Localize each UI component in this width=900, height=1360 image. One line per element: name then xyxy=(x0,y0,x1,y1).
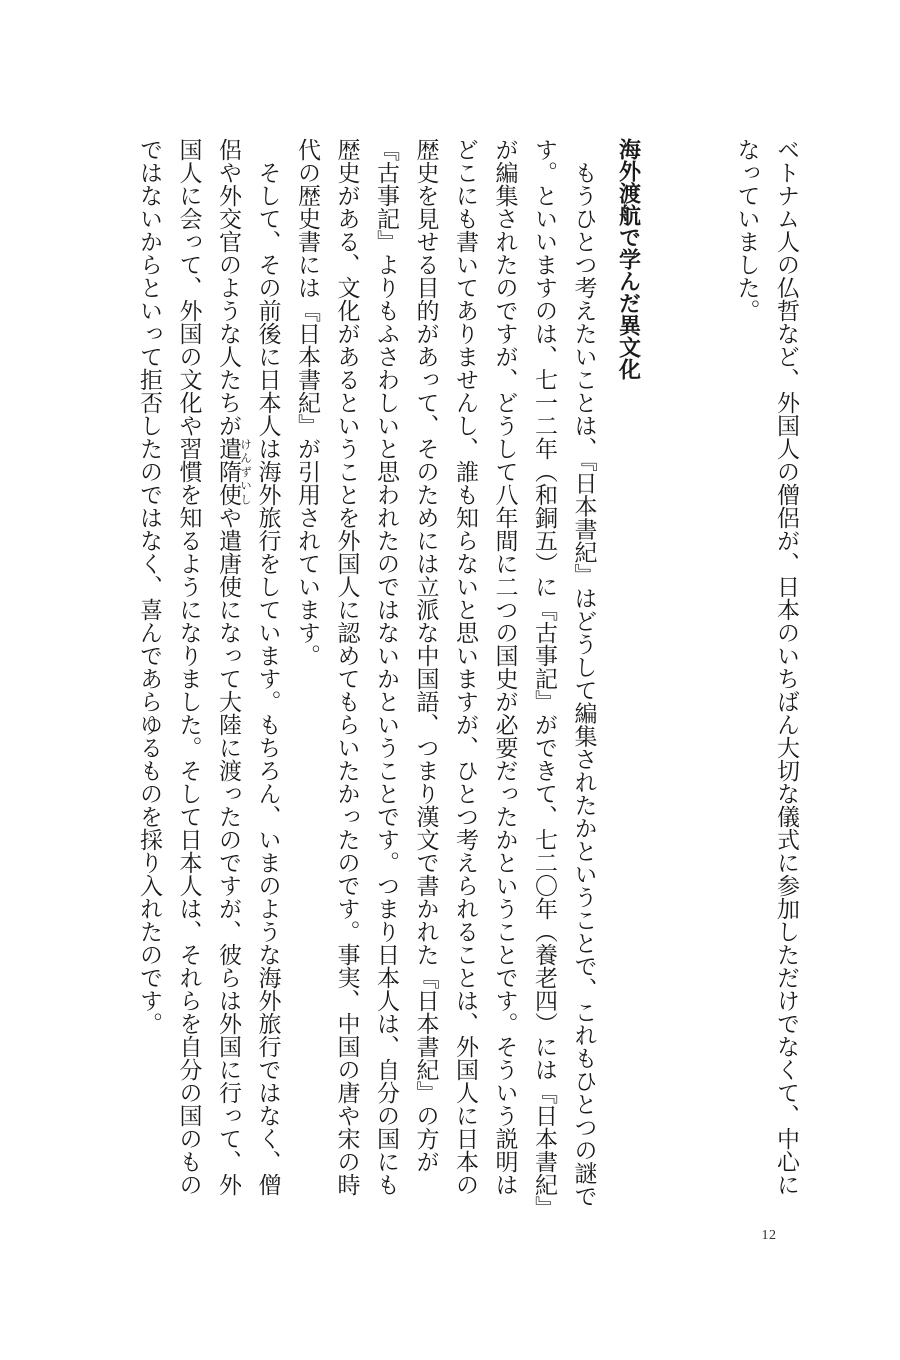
ruby-base: 遣隋使 xyxy=(215,437,241,506)
paragraph-spacer xyxy=(687,138,727,1218)
paragraph-two-part-two: や遣唐使になって大陸に渡ったのですが、彼らは外国に行って、外国人に会って、外国の文化や習慣を知るようになりました。そして日本人は、それらを自分の国のものではないからといって拒否したのではなく、喜んであらゆるものを採り入れたのです。 xyxy=(136,138,241,1196)
ruby-kenzuishi xyxy=(215,437,253,506)
ruby-reading: けんずいし xyxy=(239,437,253,506)
vertical-text-body xyxy=(95,138,805,1218)
continued-paragraph: ベトナム人の仏哲など、外国人の僧侶が、日本のいちばん大切な儀式に参加しただけでなくて、中心になっていました。 xyxy=(733,138,799,1196)
paragraph-one: もうひとつ考えたいことは、『日本書紀』はどうして編集されたかということで、これもひとつの謎です。といいますのは、七一二年（和銅五）に『古事記』ができて、七二〇年（養老四）には『日本書紀』が編集されたのですが、どうして八年間に二つの国史が必要だったかということです。そういう説明はどこにも書いてありませんし、誰も知らないと思いますが、ひとつ考えられることは、外国人に日本の歴史を見せる目的があって、そのためには立派な中国語、つまり漢文で書かれた『日本書紀』の方が『古事記』よりもふさわしいと思われたのではないかということです。つまり日本人は、自分の国にも歴史がある、文化があるということを外国人に認めてもらいたかったのです。事実、中国の唐や宋の時代の歴史書には『日本書紀』が引用されています。 xyxy=(294,138,597,1208)
page-number: 12 xyxy=(761,1228,777,1243)
paragraph-two-part-one: そして、その前後に日本人は海外旅行をしています。もちろん、いまのような海外旅行ではなく、僧侶や外交官のような人たちが xyxy=(215,138,281,1196)
section-heading: 海外渡航で学んだ異文化 xyxy=(615,138,641,380)
paragraph-two xyxy=(129,138,287,1218)
